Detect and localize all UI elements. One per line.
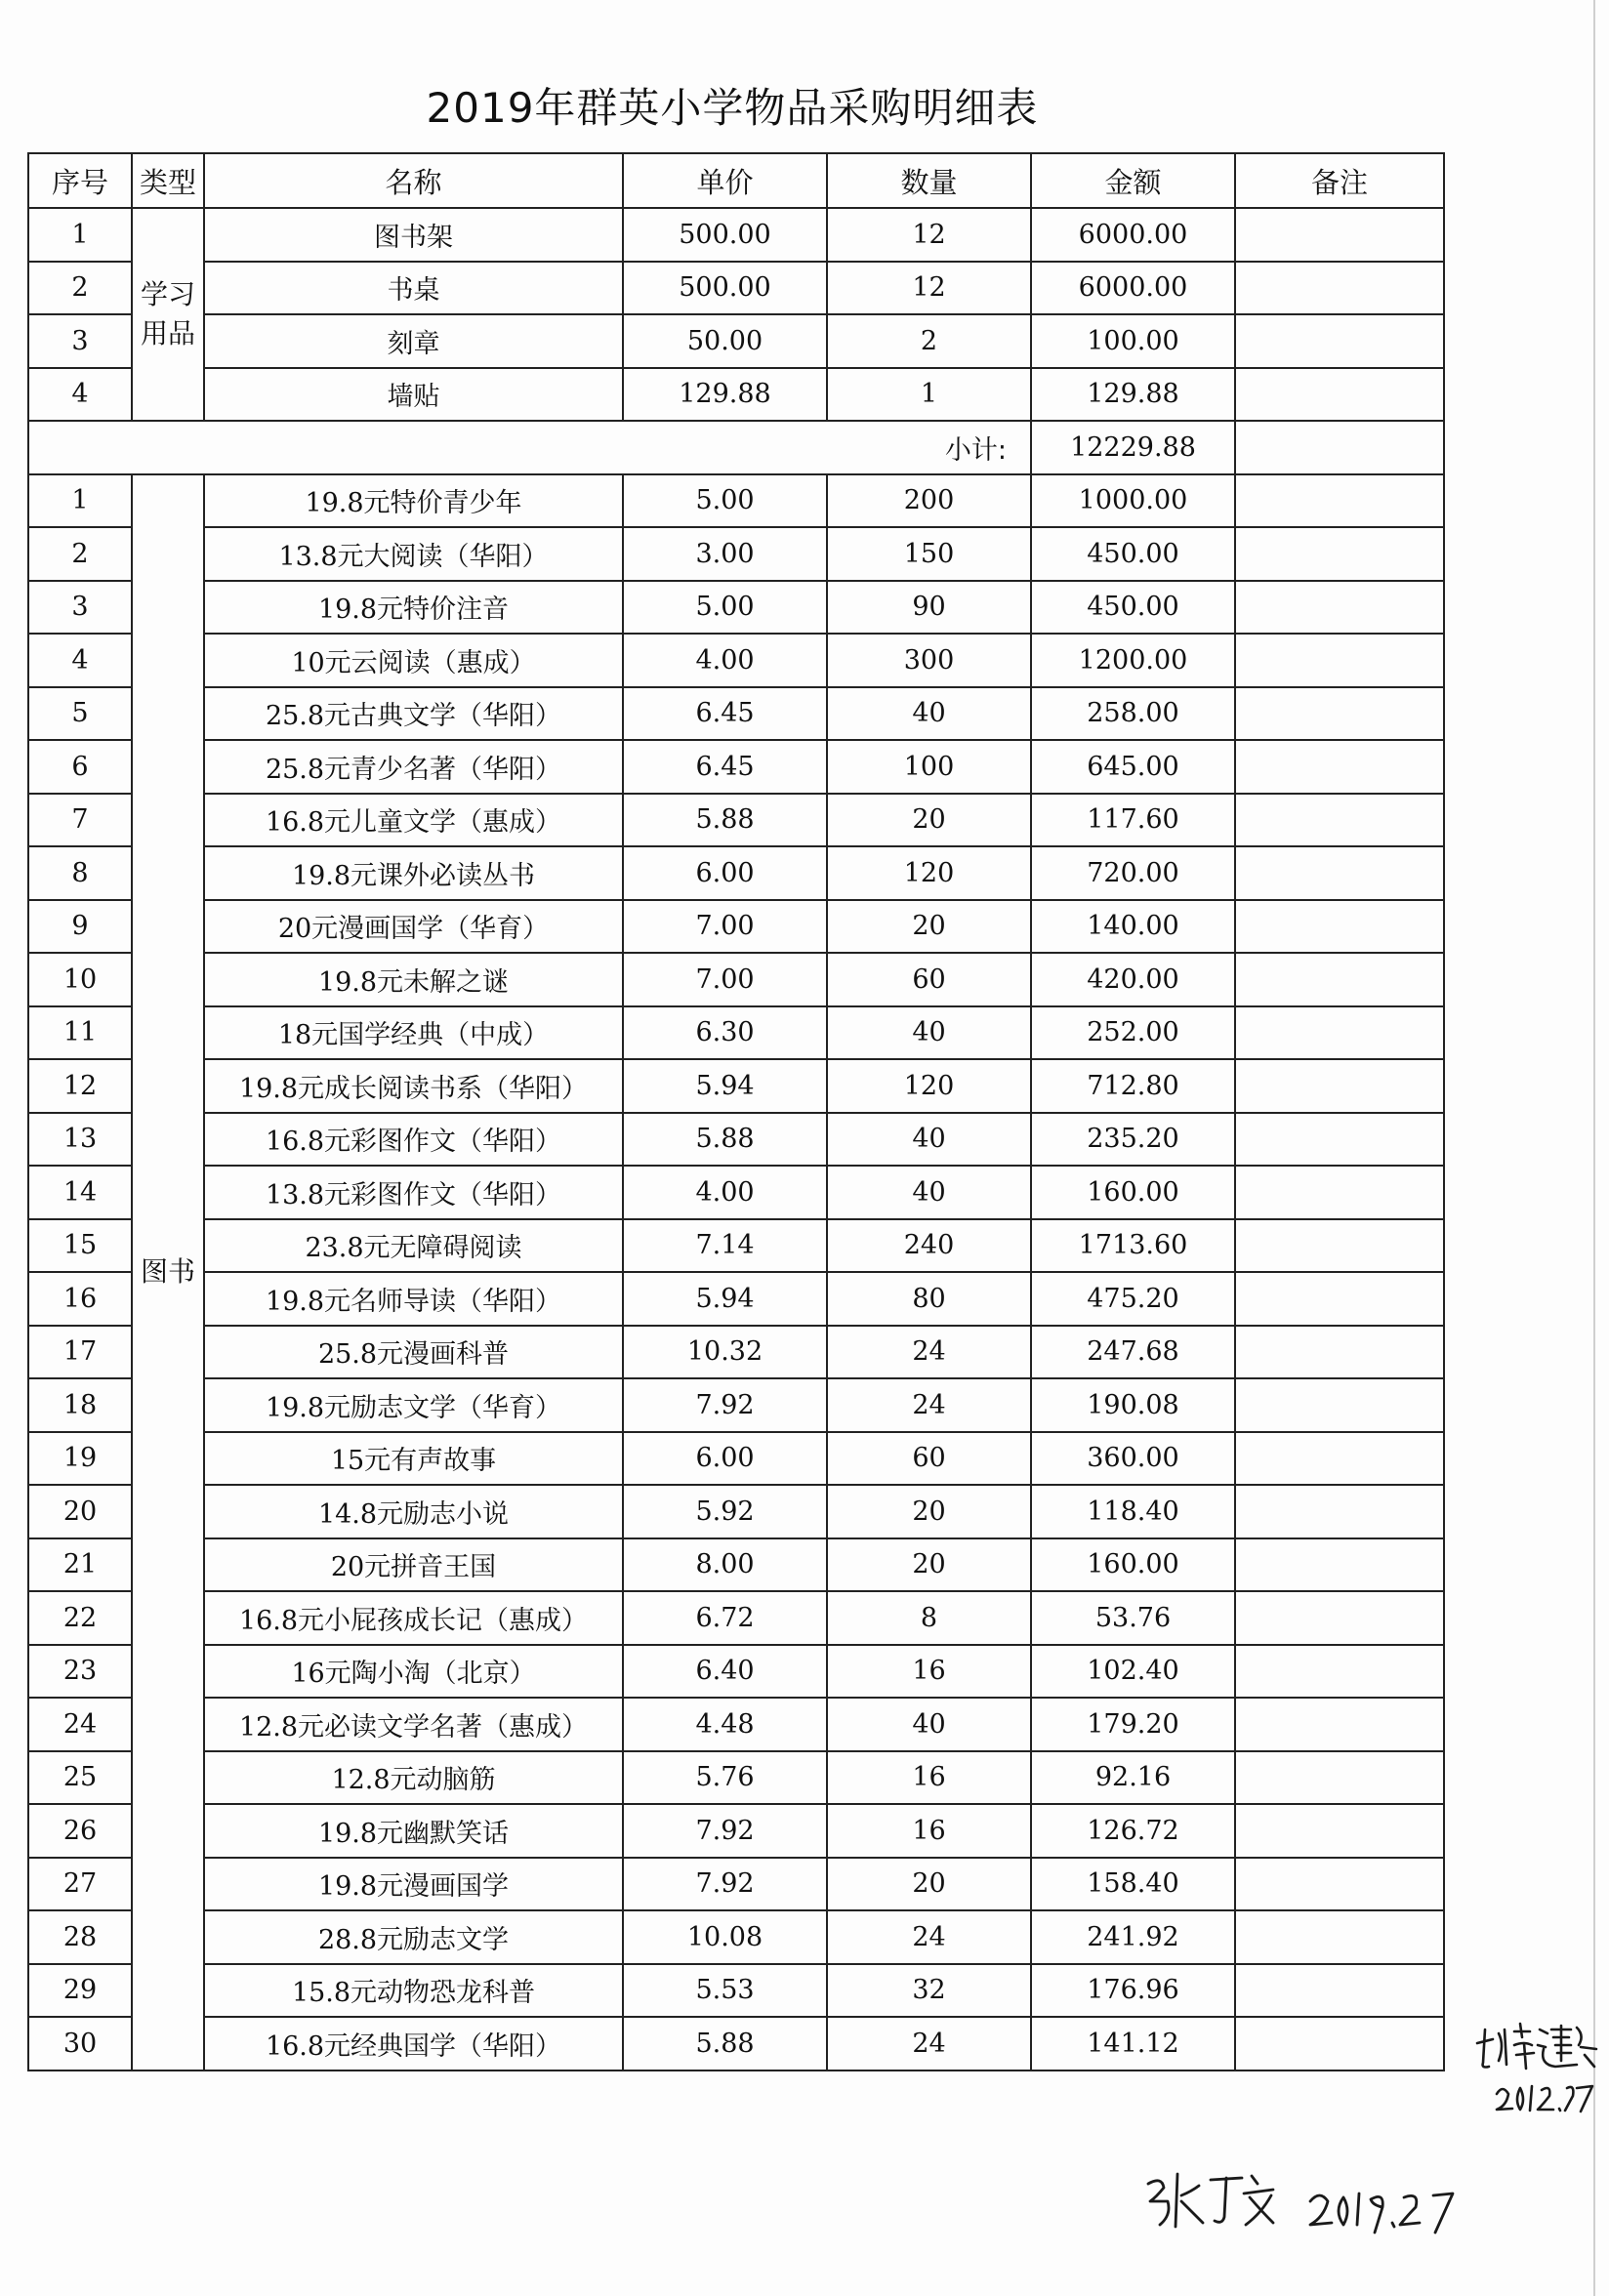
- row-number: 11: [28, 1006, 132, 1060]
- unit-price: 10.08: [623, 1910, 827, 1964]
- table-row: [28, 1751, 1444, 1805]
- table-row: [28, 474, 1444, 528]
- unit-price: 6.45: [623, 740, 827, 794]
- unit-price: 4.00: [623, 1166, 827, 1219]
- note: [1235, 953, 1444, 1006]
- table-row: [28, 1910, 1444, 1964]
- item-name: 16.8元彩图作文（华阳）: [204, 1113, 623, 1167]
- row-number: 7: [28, 794, 132, 847]
- quantity: 32: [827, 1964, 1031, 2018]
- header-cell-note: 备注: [1235, 153, 1444, 208]
- item-name: 墙贴: [204, 368, 623, 422]
- item-name: 19.8元名师导读（华阳）: [204, 1272, 623, 1326]
- unit-price: 6.40: [623, 1645, 827, 1699]
- purchase-table: [27, 152, 1445, 2071]
- item-name: 20元拼音王国: [204, 1538, 623, 1592]
- note: [1235, 581, 1444, 635]
- note: [1235, 1378, 1444, 1432]
- amount: 6000.00: [1031, 208, 1235, 262]
- item-name: 刻章: [204, 314, 623, 368]
- quantity: 12: [827, 208, 1031, 262]
- item-name: 19.8元幽默笑话: [204, 1804, 623, 1858]
- note: [1235, 740, 1444, 794]
- subtotal-label: 小计:: [28, 421, 1031, 474]
- subtotal-row: [28, 421, 1444, 474]
- amount: 102.40: [1031, 1645, 1235, 1699]
- table-row: [28, 262, 1444, 315]
- row-number: 28: [28, 1910, 132, 1964]
- item-name: 18元国学经典（中成）: [204, 1006, 623, 1060]
- row-number: 16: [28, 1272, 132, 1326]
- row-number: 18: [28, 1378, 132, 1432]
- quantity: 100: [827, 740, 1031, 794]
- unit-price: 5.94: [623, 1272, 827, 1326]
- row-number: 3: [28, 314, 132, 368]
- item-name: 16.8元小屁孩成长记（惠成）: [204, 1591, 623, 1645]
- row-number: 27: [28, 1858, 132, 1911]
- note: [1235, 794, 1444, 847]
- amount: 720.00: [1031, 846, 1235, 900]
- note: [1235, 314, 1444, 368]
- note: [1235, 527, 1444, 581]
- scan-edge-line: [1593, 0, 1595, 2296]
- amount: 645.00: [1031, 740, 1235, 794]
- row-number: 13: [28, 1113, 132, 1167]
- header-cell-qty: 数量: [827, 153, 1031, 208]
- note: [1235, 687, 1444, 741]
- amount: 258.00: [1031, 687, 1235, 741]
- row-number: 21: [28, 1538, 132, 1592]
- header-cell-name: 名称: [204, 153, 623, 208]
- subtotal-note: [1235, 421, 1444, 474]
- table-row: [28, 1538, 1444, 1592]
- table-row: [28, 1113, 1444, 1167]
- amount: 160.00: [1031, 1166, 1235, 1219]
- amount: 141.12: [1031, 2017, 1235, 2070]
- item-name: 19.8元特价注音: [204, 581, 623, 635]
- quantity: 20: [827, 900, 1031, 954]
- quantity: 12: [827, 262, 1031, 315]
- row-number: 17: [28, 1326, 132, 1379]
- unit-price: 7.00: [623, 953, 827, 1006]
- quantity: 150: [827, 527, 1031, 581]
- amount: 158.40: [1031, 1858, 1235, 1911]
- item-name: 19.8元励志文学（华育）: [204, 1378, 623, 1432]
- unit-price: 3.00: [623, 527, 827, 581]
- amount: 475.20: [1031, 1272, 1235, 1326]
- quantity: 40: [827, 1166, 1031, 1219]
- table-body: [28, 208, 1444, 2070]
- table-row: [28, 2017, 1444, 2070]
- amount: 117.60: [1031, 794, 1235, 847]
- unit-price: 7.14: [623, 1219, 827, 1273]
- note: [1235, 1166, 1444, 1219]
- unit-price: 6.72: [623, 1591, 827, 1645]
- quantity: 40: [827, 687, 1031, 741]
- unit-price: 7.92: [623, 1804, 827, 1858]
- quantity: 20: [827, 1485, 1031, 1538]
- row-number: 8: [28, 846, 132, 900]
- amount: 712.80: [1031, 1059, 1235, 1113]
- unit-price: 5.76: [623, 1751, 827, 1805]
- item-name: 25.8元漫画科普: [204, 1326, 623, 1379]
- unit-price: 5.00: [623, 474, 827, 528]
- item-name: 图书架: [204, 208, 623, 262]
- table-row: [28, 846, 1444, 900]
- quantity: 40: [827, 1006, 1031, 1060]
- item-name: 12.8元必读文学名著（惠成）: [204, 1698, 623, 1751]
- quantity: 1: [827, 368, 1031, 422]
- note: [1235, 1751, 1444, 1805]
- table-row: [28, 1698, 1444, 1751]
- unit-price: 5.88: [623, 1113, 827, 1167]
- note: [1235, 1538, 1444, 1592]
- item-name: 15.8元动物恐龙科普: [204, 1964, 623, 2018]
- row-number: 22: [28, 1591, 132, 1645]
- note: [1235, 1326, 1444, 1379]
- note: [1235, 262, 1444, 315]
- header-row: [28, 153, 1444, 208]
- table-row: [28, 1858, 1444, 1911]
- note: [1235, 634, 1444, 687]
- unit-price: 5.53: [623, 1964, 827, 2018]
- table-row: [28, 581, 1444, 635]
- item-name: 15元有声故事: [204, 1432, 623, 1486]
- amount: 53.76: [1031, 1591, 1235, 1645]
- item-name: 14.8元励志小说: [204, 1485, 623, 1538]
- row-number: 1: [28, 208, 132, 262]
- note: [1235, 900, 1444, 954]
- row-number: 6: [28, 740, 132, 794]
- quantity: 200: [827, 474, 1031, 528]
- note: [1235, 208, 1444, 262]
- amount: 247.68: [1031, 1326, 1235, 1379]
- note: [1235, 1645, 1444, 1699]
- header-cell-price: 单价: [623, 153, 827, 208]
- quantity: 16: [827, 1751, 1031, 1805]
- handwritten-signature-side: [1469, 2016, 1606, 2123]
- table-row: [28, 1591, 1444, 1645]
- quantity: 60: [827, 953, 1031, 1006]
- note: [1235, 1804, 1444, 1858]
- unit-price: 10.32: [623, 1326, 827, 1379]
- amount: 190.08: [1031, 1378, 1235, 1432]
- subtotal-amount: 12229.88: [1031, 421, 1235, 474]
- note: [1235, 1910, 1444, 1964]
- quantity: 20: [827, 1538, 1031, 1592]
- unit-price: 5.92: [623, 1485, 827, 1538]
- quantity: 24: [827, 1326, 1031, 1379]
- row-number: 12: [28, 1059, 132, 1113]
- amount: 6000.00: [1031, 262, 1235, 315]
- item-name: 19.8元未解之谜: [204, 953, 623, 1006]
- item-name: 19.8元漫画国学: [204, 1858, 623, 1911]
- amount: 100.00: [1031, 314, 1235, 368]
- note: [1235, 1006, 1444, 1060]
- category-cell: 图书: [132, 474, 204, 2070]
- item-name: 19.8元课外必读丛书: [204, 846, 623, 900]
- unit-price: 7.92: [623, 1858, 827, 1911]
- note: [1235, 1219, 1444, 1273]
- table-row: [28, 953, 1444, 1006]
- quantity: 20: [827, 794, 1031, 847]
- table-row: [28, 1166, 1444, 1219]
- amount: 235.20: [1031, 1113, 1235, 1167]
- header-cell-type: 类型: [132, 153, 204, 208]
- quantity: 60: [827, 1432, 1031, 1486]
- quantity: 16: [827, 1804, 1031, 1858]
- unit-price: 7.00: [623, 900, 827, 954]
- unit-price: 500.00: [623, 262, 827, 315]
- note: [1235, 846, 1444, 900]
- quantity: 8: [827, 1591, 1031, 1645]
- quantity: 40: [827, 1698, 1031, 1751]
- row-number: 15: [28, 1219, 132, 1273]
- row-number: 2: [28, 527, 132, 581]
- quantity: 240: [827, 1219, 1031, 1273]
- quantity: 24: [827, 2017, 1031, 2070]
- note: [1235, 1964, 1444, 2018]
- unit-price: 500.00: [623, 208, 827, 262]
- row-number: 30: [28, 2017, 132, 2070]
- amount: 1713.60: [1031, 1219, 1235, 1273]
- amount: 129.88: [1031, 368, 1235, 422]
- note: [1235, 1485, 1444, 1538]
- amount: 420.00: [1031, 953, 1235, 1006]
- quantity: 24: [827, 1378, 1031, 1432]
- table-row: [28, 900, 1444, 954]
- amount: 160.00: [1031, 1538, 1235, 1592]
- row-number: 2: [28, 262, 132, 315]
- item-name: 16.8元儿童文学（惠成）: [204, 794, 623, 847]
- quantity: 120: [827, 1059, 1031, 1113]
- row-number: 29: [28, 1964, 132, 2018]
- unit-price: 5.00: [623, 581, 827, 635]
- amount: 450.00: [1031, 527, 1235, 581]
- amount: 92.16: [1031, 1751, 1235, 1805]
- table-row: [28, 527, 1444, 581]
- note: [1235, 474, 1444, 528]
- table-row: [28, 208, 1444, 262]
- item-name: 16元陶小淘（北京）: [204, 1645, 623, 1699]
- row-number: 14: [28, 1166, 132, 1219]
- row-number: 23: [28, 1645, 132, 1699]
- item-name: 12.8元动脑筋: [204, 1751, 623, 1805]
- unit-price: 7.92: [623, 1378, 827, 1432]
- quantity: 20: [827, 1858, 1031, 1911]
- header-cell-no: 序号: [28, 153, 132, 208]
- quantity: 90: [827, 581, 1031, 635]
- item-name: 28.8元励志文学: [204, 1910, 623, 1964]
- unit-price: 8.00: [623, 1538, 827, 1592]
- item-name: 书桌: [204, 262, 623, 315]
- quantity: 2: [827, 314, 1031, 368]
- quantity: 80: [827, 1272, 1031, 1326]
- row-number: 24: [28, 1698, 132, 1751]
- row-number: 26: [28, 1804, 132, 1858]
- amount: 1000.00: [1031, 474, 1235, 528]
- item-name: 13.8元大阅读（华阳）: [204, 527, 623, 581]
- unit-price: 6.30: [623, 1006, 827, 1060]
- table-row: [28, 1219, 1444, 1273]
- row-number: 4: [28, 368, 132, 422]
- page-title: 2019年群英小学物品采购明细表: [426, 84, 1039, 132]
- note: [1235, 1059, 1444, 1113]
- amount: 140.00: [1031, 900, 1235, 954]
- table-row: [28, 1964, 1444, 2018]
- item-name: 13.8元彩图作文（华阳）: [204, 1166, 623, 1219]
- unit-price: 50.00: [623, 314, 827, 368]
- unit-price: 5.88: [623, 2017, 827, 2070]
- table-row: [28, 1272, 1444, 1326]
- note: [1235, 368, 1444, 422]
- row-number: 9: [28, 900, 132, 954]
- quantity: 120: [827, 846, 1031, 900]
- header-cell-amount: 金额: [1031, 153, 1235, 208]
- table-row: [28, 1059, 1444, 1113]
- amount: 179.20: [1031, 1698, 1235, 1751]
- amount: 450.00: [1031, 581, 1235, 635]
- table-row: [28, 1485, 1444, 1538]
- row-number: 4: [28, 634, 132, 687]
- row-number: 5: [28, 687, 132, 741]
- note: [1235, 2017, 1444, 2070]
- row-number: 1: [28, 474, 132, 528]
- row-number: 10: [28, 953, 132, 1006]
- quantity: 300: [827, 634, 1031, 687]
- note: [1235, 1113, 1444, 1167]
- note: [1235, 1698, 1444, 1751]
- unit-price: 5.94: [623, 1059, 827, 1113]
- amount: 1200.00: [1031, 634, 1235, 687]
- table-row: [28, 1645, 1444, 1699]
- unit-price: 4.00: [623, 634, 827, 687]
- unit-price: 129.88: [623, 368, 827, 422]
- table-row: [28, 368, 1444, 422]
- row-number: 25: [28, 1751, 132, 1805]
- category-cell: 学习用品: [132, 208, 204, 421]
- note: [1235, 1591, 1444, 1645]
- unit-price: 5.88: [623, 794, 827, 847]
- table-row: [28, 740, 1444, 794]
- item-name: 20元漫画国学（华育）: [204, 900, 623, 954]
- amount: 126.72: [1031, 1804, 1235, 1858]
- handwritten-signature-bottom: [1142, 2162, 1474, 2240]
- amount: 241.92: [1031, 1910, 1235, 1964]
- item-name: 19.8元成长阅读书系（华阳）: [204, 1059, 623, 1113]
- note: [1235, 1858, 1444, 1911]
- unit-price: 6.00: [623, 1432, 827, 1486]
- table-row: [28, 794, 1444, 847]
- table-row: [28, 687, 1444, 741]
- table-row: [28, 314, 1444, 368]
- quantity: 16: [827, 1645, 1031, 1699]
- item-name: 10元云阅读（惠成）: [204, 634, 623, 687]
- quantity: 40: [827, 1113, 1031, 1167]
- amount: 176.96: [1031, 1964, 1235, 2018]
- quantity: 24: [827, 1910, 1031, 1964]
- item-name: 25.8元古典文学（华阳）: [204, 687, 623, 741]
- item-name: 16.8元经典国学（华阳）: [204, 2017, 623, 2070]
- amount: 252.00: [1031, 1006, 1235, 1060]
- row-number: 3: [28, 581, 132, 635]
- table-row: [28, 634, 1444, 687]
- table-row: [28, 1326, 1444, 1379]
- table-row: [28, 1804, 1444, 1858]
- item-name: 23.8元无障碍阅读: [204, 1219, 623, 1273]
- item-name: 25.8元青少名著（华阳）: [204, 740, 623, 794]
- unit-price: 4.48: [623, 1698, 827, 1751]
- amount: 360.00: [1031, 1432, 1235, 1486]
- table-row: [28, 1006, 1444, 1060]
- row-number: 20: [28, 1485, 132, 1538]
- unit-price: 6.00: [623, 846, 827, 900]
- note: [1235, 1272, 1444, 1326]
- amount: 118.40: [1031, 1485, 1235, 1538]
- table-row: [28, 1378, 1444, 1432]
- note: [1235, 1432, 1444, 1486]
- table-row: [28, 1432, 1444, 1486]
- row-number: 19: [28, 1432, 132, 1486]
- unit-price: 6.45: [623, 687, 827, 741]
- item-name: 19.8元特价青少年: [204, 474, 623, 528]
